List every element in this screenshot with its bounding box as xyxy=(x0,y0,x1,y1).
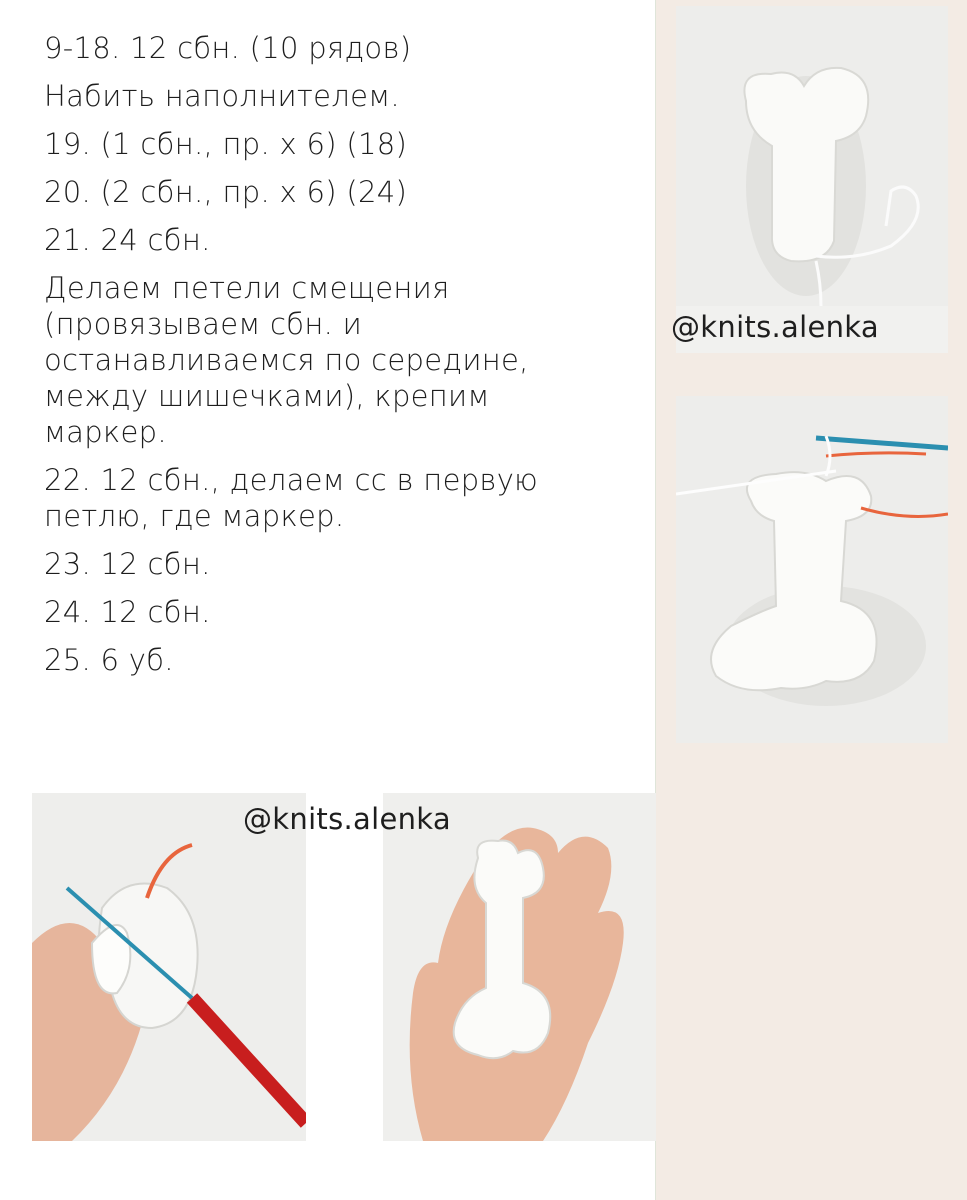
step-line: 19. (1 сбн., пр. х 6) (18) xyxy=(44,127,408,161)
pattern-steps xyxy=(44,30,644,690)
bone-stuffed-image xyxy=(676,6,948,353)
step-line: 23. 12 сбн. xyxy=(44,547,211,581)
step-line: 21. 24 сбн. xyxy=(44,223,211,257)
step-line: 20. (2 сбн., пр. х 6) (24) xyxy=(44,175,408,209)
step-line: 22. 12 сбн., делаем сс в первую петлю, где маркер. xyxy=(44,463,539,533)
photo-bone-with-hook xyxy=(676,396,948,743)
step-line: 9-18. 12 сбн. (10 рядов) xyxy=(44,31,412,65)
step-line: Набить наполнителем. xyxy=(44,79,400,113)
step-line: 25. 6 уб. xyxy=(44,643,174,677)
step-line: 24. 12 сбн. xyxy=(44,595,211,629)
bone-hook-image xyxy=(676,396,948,743)
watermark-top-right: @knits.alenka xyxy=(671,310,879,344)
photo-finished-bone xyxy=(383,793,656,1141)
watermark-bottom: @knits.alenka xyxy=(243,802,451,836)
step-line: Делаем петели смещения (провязываем сбн. и останавливаемся по середине, между шишечками), крепим маркер. xyxy=(44,271,529,449)
finished-bone-image xyxy=(383,793,656,1141)
photo-hand-crocheting xyxy=(32,793,306,1141)
photo-bone-stuffed xyxy=(676,6,948,353)
hand-crochet-image xyxy=(32,793,306,1141)
